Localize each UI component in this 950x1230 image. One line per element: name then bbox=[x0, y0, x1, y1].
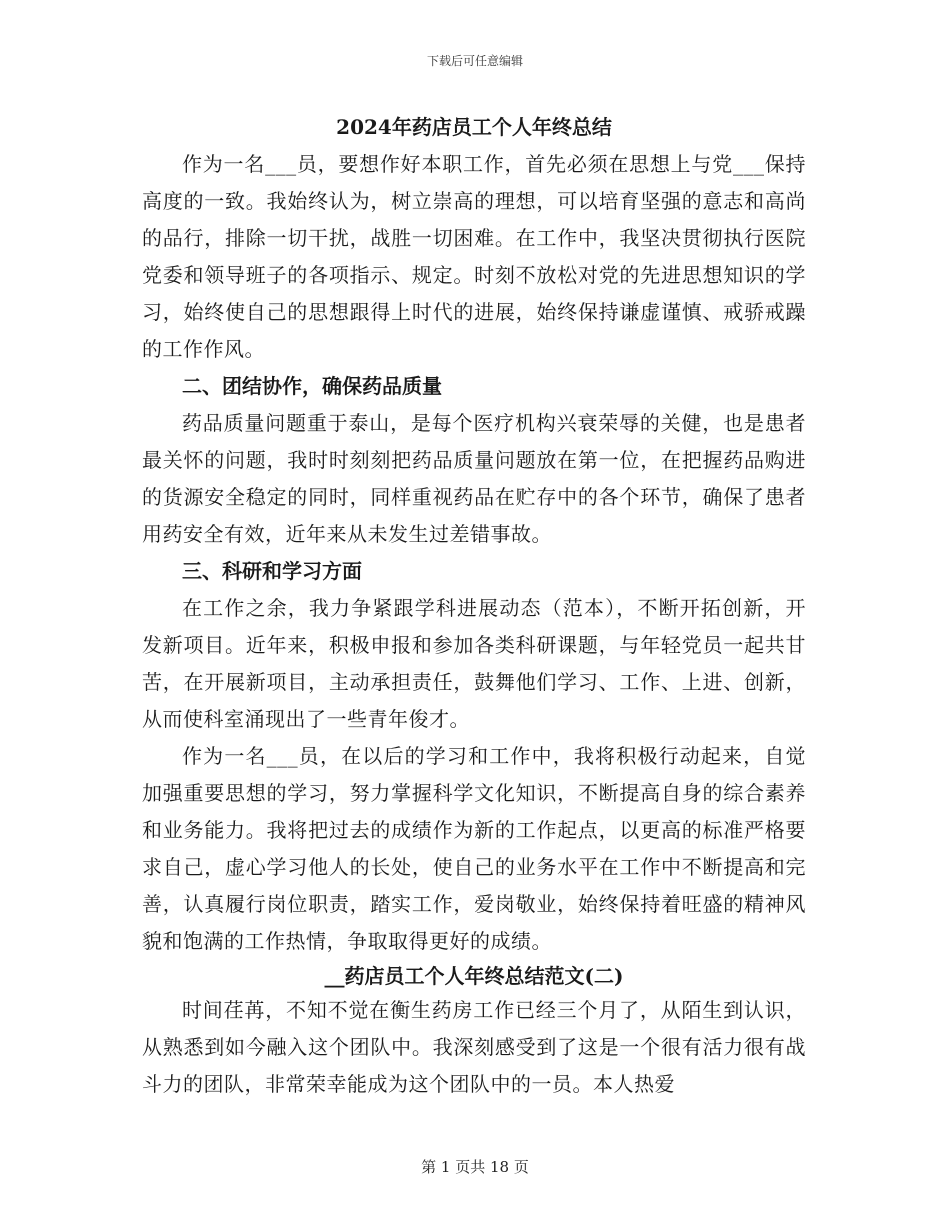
paragraph-5: 时间荏苒，不知不觉在衡生药房工作已经三个月了，从陌生到认识，从熟悉到如今融入这个团队中。我深刻感受到了这是一个很有活力很有战斗力的团队，非常荣幸能成为这个团队中的一员。本人热爱 bbox=[142, 998, 806, 1096]
document-title: 2024年药店员工个人年终总结 bbox=[336, 115, 612, 139]
paragraph-1: 作为一名___员，要想作好本职工作，首先必须在思想上与党___保持高度的一致。我始终认为，树立崇高的理想，可以培育坚强的意志和高尚的品行，排除一切干扰，战胜一切困难。在工作中，我坚决贯彻执行医院党委和领导班子的各项指示、规定。时刻不放松对党的先进思想知识的学习，始终使自己的思想跟得上时代的进展，始终保持谦虚谨慎、戒骄戒躁的工作作风。 bbox=[142, 152, 806, 361]
paragraph-4: 作为一名___员，在以后的学习和工作中，我将积极行动起来，自觉加强重要思想的学习，努力掌握科学文化知识，不断提高自身的综合素养和业务能力。我将把过去的成绩作为新的工作起点，以更高的标准严格要求自己，虚心学习他人的长处，使自己的业务水平在工作中不断提高和完善，认真履行岗位职责，踏实工作，爱岗敬业，始终保持着旺盛的精神风貌和饱满的工作热情，争取取得更好的成绩。 bbox=[142, 744, 806, 953]
document-subtitle: __药店员工个人年终总结范文(二) bbox=[324, 964, 624, 988]
section-heading-2: 二、团结协作，确保药品质量 bbox=[182, 374, 442, 398]
document-body bbox=[142, 112, 806, 1103]
header-note: 下载后可任意编辑 bbox=[426, 54, 523, 68]
section-heading-3: 三、科研和学习方面 bbox=[182, 559, 362, 583]
paragraph-3: 在工作之余，我力争紧跟学科进展动态（范本），不断开拓创新，开发新项目。近年来，积极申报和参加各类科研课题，与年轻党员一起共甘苦，在开展新项目，主动承担责任，鼓舞他们学习、工作、上进、创新，从而使科室涌现出了一些青年俊才。 bbox=[142, 596, 806, 731]
paragraph-2: 药品质量问题重于泰山，是每个医疗机构兴衰荣辱的关健，也是患者最关怀的问题，我时时刻刻把药品质量问题放在第一位，在把握药品购进的货源安全稳定的同时，同样重视药品在贮存中的各个环节，确保了患者用药安全有效，近年来从未发生过差错事故。 bbox=[142, 411, 806, 546]
page-footer: 第 1 页共 18 页 bbox=[421, 1158, 529, 1176]
